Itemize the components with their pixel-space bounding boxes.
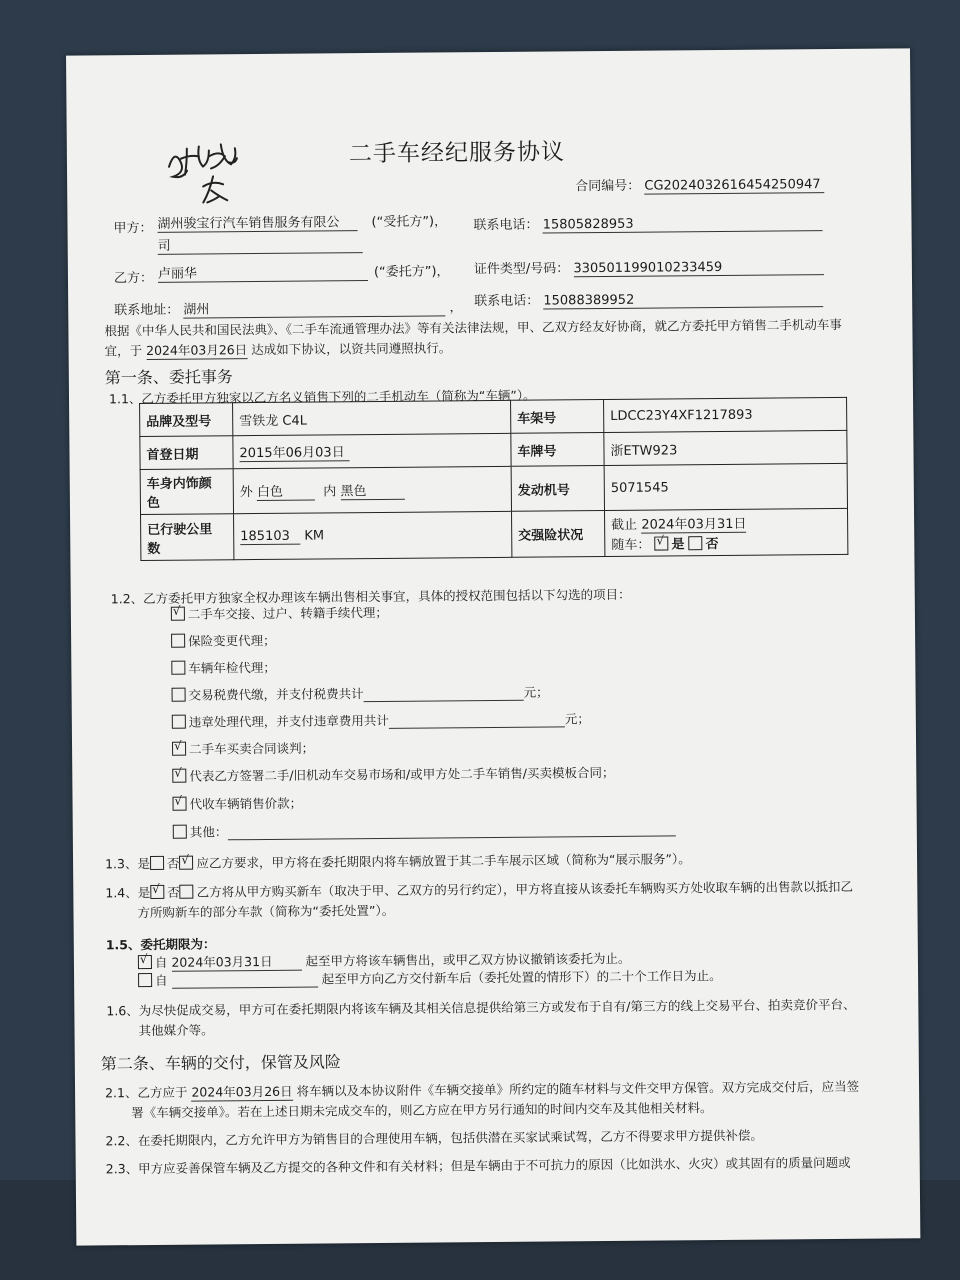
clause-2-1-line2: 署《车辆交接单》。若在上述日期未完成交车的，则乙方应在甲方另行通知的时间内交车及其他相关材料。 [131,1100,713,1121]
checkbox-1-3-yes [150,856,164,870]
party-b-phone-row: 联系电话： 15088389952 [474,287,823,310]
clause-1-1: 1.1、乙方委托甲方独家以乙方名义销售下列的二手机动车（简称为“车辆”）。 [108,387,536,407]
authorization-option [171,631,276,650]
contract-page [66,48,920,1245]
option-checkbox: √ [171,607,185,621]
handwritten-signature [159,126,270,217]
option-label: 代收车辆销售价款； [189,795,303,812]
table-row: 首登日期 2015年06月03日 车牌号 浙ETW923 [140,430,847,469]
checkbox-insurance-no [689,536,703,550]
delivery-date: 2024年03月26日 [191,1083,293,1100]
vehicle-brand: 雪铁龙 C4L [233,400,511,435]
clause-1-3: 1.3、是 否 √ 应乙方要求，甲方将在委托期限内将车辆放置于其二手车展示区域（简称为“展示服务”）。 [105,851,691,872]
vehicle-engine-number: 5071545 [604,463,847,510]
party-a-name-line1: 湖州骏宝行汽车销售服务有限公 [157,211,357,233]
party-b-id-number: 330501199010233459 [573,259,823,277]
contract-number-row [575,173,824,195]
option-checkbox: √ [172,797,186,811]
document-title: 二手车经纪服务协议 [348,139,565,168]
option-checkbox: √ [172,769,186,783]
clause-2-3: 2.3、甲方应妥善保管车辆及乙方提交的各种文件和有关材料；但是车辆由于不可抗力的原因（比如洪水、火灾）或其固有的质量问题或 [105,1154,851,1177]
checkbox-1-3-no: √ [179,856,193,870]
preamble-line1: 根据《中华人民共和国民法典》、《二手车流通管理办法》等有关法律法规，甲、乙双方经友好协商，就乙方委托甲方销售二手机动车事 [104,316,842,339]
party-b-name: 卢丽华 [158,261,368,283]
checkbox-1-4-no [180,885,194,899]
checkbox-1-4-yes: √ [150,885,164,899]
option-checkbox [173,825,187,839]
clause-2-1: 2.1、乙方应于 2024年03月26日 将车辆以及本协议附件《车辆交接单》所约定的随车材料与文件交甲方保管。双方完成交付后，应当签 [105,1078,860,1101]
option-label: 二手车买卖合同谈判； [189,740,315,757]
option-checkbox [171,661,185,675]
authorization-option [172,763,614,785]
party-b-name-row [158,261,368,283]
option-suffix: 元； [523,684,549,700]
option-suffix: 元； [564,711,590,727]
mileage-label: 已行驶公里 数 [141,514,234,561]
party-a-role: (“受托方”)， [371,214,448,231]
vehicle-vin: LDCC23Y4XF1217893 [604,397,847,432]
party-a-name-line2: 司 [158,233,363,255]
option-checkbox: √ [172,742,186,756]
party-b-id-row: 证件类型/号码： 330501199010233459 [474,255,824,278]
checkbox-term-b [138,973,152,987]
party-b-address: 湖州 [183,296,445,318]
party-a-phone: 15805828953 [543,215,823,233]
option-label: 违章处理代理，并支付违章费用共计 [188,712,389,730]
term-start-date: 2024年03月31日 [171,952,301,972]
checkbox-term-a: √ [138,955,152,969]
option-checkbox [172,688,186,702]
clause-1-2: 1.2、乙方委托甲方独家全权办理该车辆出售相关事宜，具体的授权范围包括以下勾选的项目： [110,586,631,607]
option-checkbox [171,634,185,648]
party-b-address-row: 联系地址： 湖州 ， [114,296,462,319]
option-label: 二手车交接、过户、转籍手续代理； [187,604,388,622]
authorization-option [171,603,388,623]
contract-number-value: CG2024032616454250947 [644,177,824,195]
authorization-option [172,709,590,731]
authorization-option [172,794,302,813]
party-a-phone-row: 联系电话： 15805828953 [473,211,822,234]
preamble-line2: 宜，于 2024年03月26日 达成如下协议，以资共同遵照执行。 [104,340,452,359]
authorization-option [173,818,676,840]
authorization-option [172,739,314,758]
preamble-date: 2024年03月26日 [146,342,248,358]
party-b-role: (“委托方”)， [373,264,450,281]
option-checkbox [172,715,186,729]
contract-number-label: 合同编号： [575,178,641,195]
option-label: 车辆年检代理； [188,659,276,676]
table-row: 品牌及型号 雪铁龙 C4L 车架号 LDCC23Y4XF1217893 [140,397,847,436]
clause-2-2: 2.2、在委托期限内，乙方允许甲方为销售目的合理使用车辆，包括供潜在买家试乘试驾，乙方不得要求甲方提供补偿。 [105,1127,763,1149]
section2-heading: 第二条、车辆的交付，保管及风险 [100,1052,341,1074]
vehicle-reg-date: 2015年06月03日 [233,433,511,468]
exterior-color: 白色 [257,481,315,502]
insurance-status: 截止 2024年03月31日 随车： √ 是 否 [605,508,848,556]
vehicle-colors: 外 白色 内 黑色 [233,466,511,513]
option-label: 代表乙方签署二手/旧机动车交易市场和/或甲方处二手车销售/买卖模板合同； [189,764,615,784]
vehicle-info-table [139,397,848,561]
clause-1-4-line2: 方所购新车的部分车款（简称为“委托处置”）。 [137,902,395,921]
color-label: 车身内饰颜 色 [140,469,233,515]
party-b-label: 乙方： [113,270,154,287]
clause-1-6-line2: 其他媒介等。 [138,1022,214,1039]
clause-1-4: 1.4、是 √ 否 乙方将从甲方购买新车（取决于甲、乙双方的另行约定），甲方将直接从该委托车辆购买方处收取车辆的出售款以抵扣乙 [105,878,854,901]
clause-1-5-option-a: √ 自 2024年03月31日 起至甲方将该车辆售出，或甲乙双方协议撤销该委托为止。 [139,950,631,970]
clause-1-6-line1: 1.6、为尽快促成交易，甲方可在委托期限内将该车辆及其相关信息提供给第三方或发布于自有/第三方的线上交易平台、拍卖竞价平台、 [106,996,856,1019]
section1-heading: 第一条、委托事务 [104,367,233,388]
authorization-option [172,682,549,703]
party-b-phone: 15088389952 [543,291,823,309]
checkbox-insurance-yes: √ [654,536,668,550]
option-label: 其他： [189,824,228,840]
vehicle-mileage: 185103 KM [234,511,512,559]
vehicle-plate: 浙ETW923 [604,430,847,465]
table-row: 车身内饰颜 色 外 白色 内 黑色 发动机号 5071545 [140,463,847,514]
clause-1-5-heading: 1.5、委托期限为： [105,936,216,953]
insurance-expiry: 2024年03月31日 [641,513,746,534]
interior-color: 黑色 [340,480,404,501]
clause-1-5-option-b: 自 起至甲方向乙方交付新车后（委托处置的情形下）的二十个工作日为止。 [138,966,722,989]
option-label: 交易税费代缴，并支付税费共计 [188,686,364,703]
table-row: 已行驶公里 数 185103 KM 交强险状况 截止 2024年03月31日 随车： √ 是 否 [141,508,848,560]
party-a-label: 甲方： [113,220,153,237]
authorization-option [171,658,276,677]
option-label: 保险变更代理； [188,632,276,649]
